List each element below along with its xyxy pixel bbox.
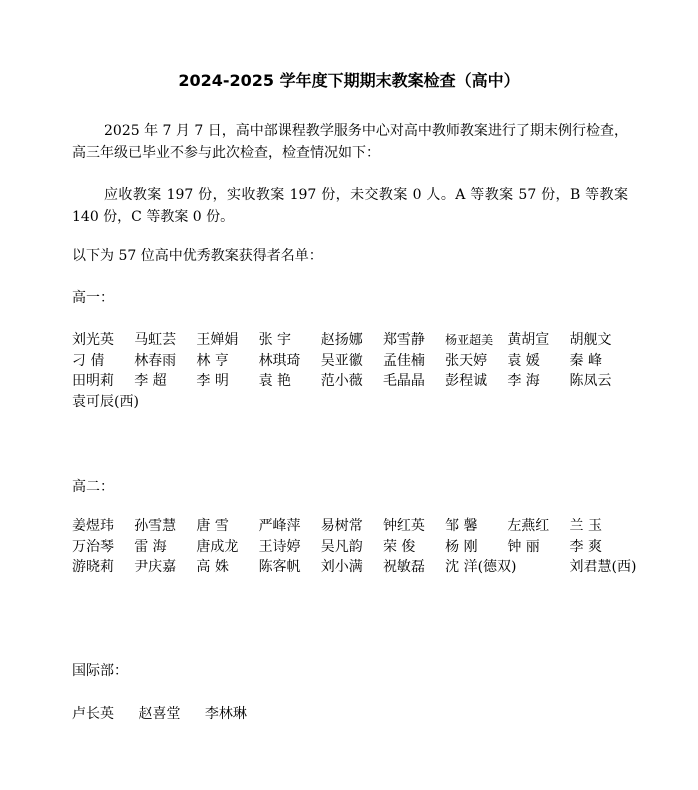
- name-item: 秦 峰: [569, 352, 602, 369]
- name-item: 刘君慧(西): [569, 559, 637, 575]
- name-item: 万治琴: [72, 538, 114, 555]
- name-item: 田明莉: [72, 373, 114, 389]
- name-item: 李林琳: [204, 706, 247, 722]
- name-item: 陈凤云: [569, 373, 612, 389]
- name-item: 刘小满: [320, 559, 363, 575]
- name-item: 毛晶晶: [382, 373, 425, 389]
- name-item: 张 宇: [258, 332, 292, 348]
- name-item: 林琪琦: [258, 352, 301, 369]
- name-item: 姜煜玮: [72, 518, 114, 534]
- name-item: 刘光英: [72, 332, 114, 348]
- name-item: 唐成龙: [196, 538, 239, 555]
- name-item: 李 超: [134, 373, 167, 389]
- name-item: 游晓莉: [72, 559, 114, 575]
- name-item: 左燕红: [507, 518, 550, 534]
- name-item: 杨 刚: [445, 538, 478, 555]
- grade1-name-list: [72, 330, 632, 412]
- name-item: 李 海: [507, 373, 540, 389]
- name-item: 刁 倩: [72, 352, 105, 369]
- name-item: 王婵娟: [196, 332, 239, 348]
- name-item: 王诗婷: [258, 538, 301, 555]
- name-item: 袁可辰(西): [72, 393, 139, 410]
- name-item: 唐 雪: [196, 518, 229, 534]
- name-item: 范小薇: [320, 373, 363, 389]
- name-item: 李 明: [196, 373, 229, 389]
- list-intro: 以下为 57 位高中优秀教案获得者名单：: [72, 248, 323, 264]
- intl-name-list: [72, 703, 267, 725]
- intl-label: 国际部：: [72, 663, 128, 679]
- name-item: 严峰萍: [258, 518, 301, 534]
- name-item: 祝敏磊: [382, 559, 425, 575]
- stats-paragraph: 应收教案 197 份，实收教案 197 份，未交教案 0 人。A 等教案 57 份，B 等教案 140 份，C 等教案 0 份。: [72, 187, 628, 225]
- name-item: 易树常: [320, 518, 363, 534]
- name-item: 赵扬娜: [320, 332, 363, 348]
- name-item: 吴凡韵: [320, 538, 363, 555]
- name-item: 马虹芸: [134, 332, 177, 348]
- name-item: 孙雪慧: [134, 518, 177, 534]
- grade1-label: 高一：: [72, 290, 114, 306]
- grade2-label: 高二：: [72, 479, 114, 495]
- name-item: 邹 馨: [445, 518, 478, 534]
- name-item: 林春雨: [134, 352, 177, 369]
- name-item: 张天婷: [445, 352, 488, 369]
- name-item: 钟红英: [382, 518, 425, 534]
- name-item: 赵喜堂: [138, 706, 181, 722]
- name-item: 卢长英: [72, 706, 114, 722]
- name-item: 黄胡宣: [507, 332, 550, 348]
- document-title: 2024-2025 学年度下期期末教案检查（高中）: [178, 71, 520, 90]
- name-item: 高 姝: [196, 559, 229, 575]
- name-item: 孟佳楠: [382, 352, 425, 369]
- intro-paragraph: 2025 年 7 月 7 日，高中部课程教学服务中心对高中教师教案进行了期末例行检查，高三年级已毕业不参与此次检查，检查情况如下：: [72, 123, 628, 161]
- name-item: 兰 玉: [569, 518, 602, 534]
- name-item: 胡舰文: [569, 332, 612, 348]
- grade2-name-list: [72, 516, 637, 578]
- name-item: 荣 俊: [382, 538, 416, 555]
- name-item: 李 爽: [569, 538, 602, 555]
- name-item: 林 亨: [196, 352, 229, 369]
- name-item: 袁 艳: [258, 373, 292, 389]
- name-item: 吴亚徽: [320, 352, 363, 369]
- name-item: 郑雪静: [382, 332, 425, 348]
- name-item: 钟 丽: [507, 538, 540, 555]
- name-item: 陈客帆: [258, 559, 301, 575]
- name-item: 尹庆嘉: [134, 559, 177, 575]
- name-item: 雷 海: [134, 538, 167, 555]
- name-item: 杨亚超美: [445, 333, 494, 347]
- name-item: 袁 媛: [507, 352, 540, 369]
- name-item: 沈 洋(德双): [445, 559, 517, 575]
- name-item: 彭程诚: [445, 373, 488, 389]
